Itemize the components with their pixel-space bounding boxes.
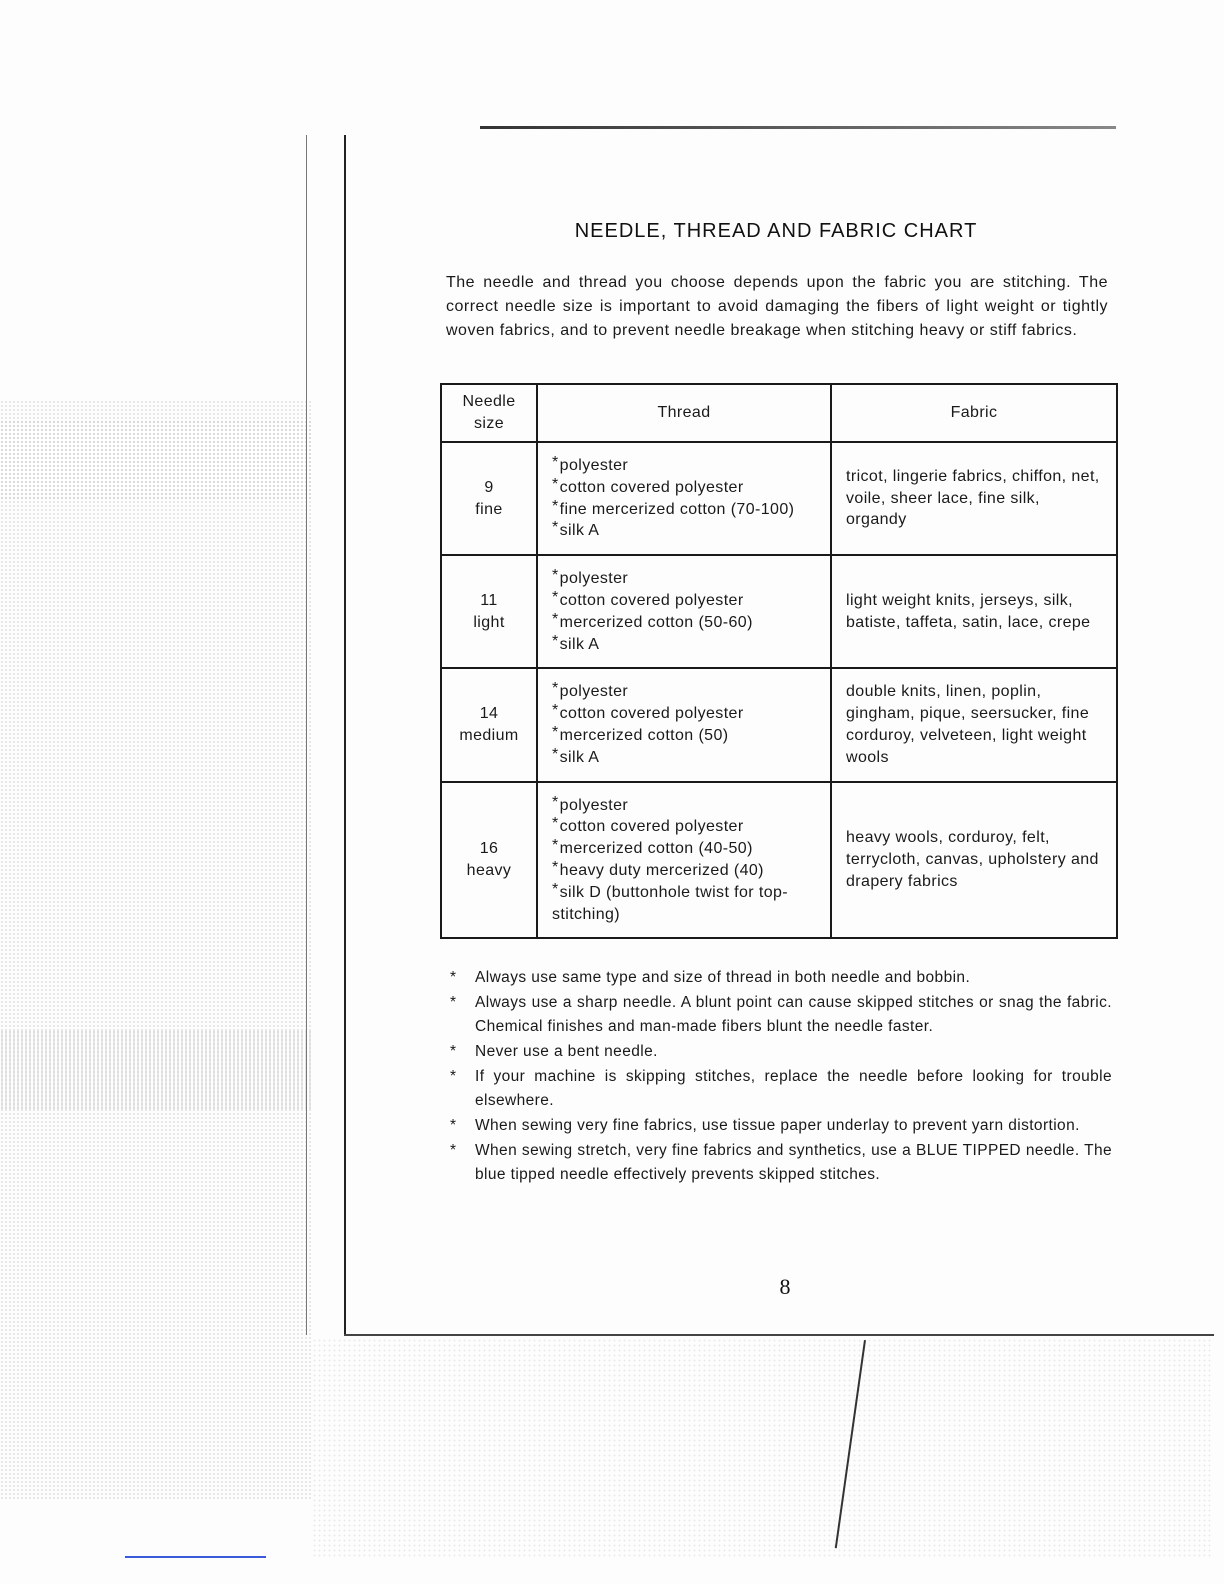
thread-item: *cotton covered polyester — [552, 815, 744, 836]
needle-weight: heavy — [466, 861, 512, 879]
note-item: * When sewing stretch, very fine fabrics and synthetics, use a BLUE TIPPED needle. The blue tipped needle effectively prevents skipped stitches. — [448, 1139, 1112, 1187]
needle-size: 9 — [484, 478, 494, 496]
asterisk-icon: * — [450, 1117, 457, 1134]
scan-noise-band — [0, 420, 312, 500]
fabric-cell: heavy wools, corduroy, felt, terrycloth, canvas, upholstery and drapery fabrics — [831, 782, 1117, 939]
page-edge — [344, 1334, 1214, 1336]
thread-cell — [537, 668, 831, 781]
needle-size: 11 — [480, 591, 498, 609]
fabric-cell: tricot, lingerie fabrics, chiffon, net, voile, sheer lace, fine silk, organdy — [831, 442, 1117, 555]
page-number: 8 — [779, 1274, 791, 1299]
page-edge — [344, 135, 346, 1335]
intro-paragraph: The needle and thread you choose depends upon the fabric you are stitching. The correct needle size is important to avoid damaging the fibers of light weight or tightly woven fabrics, and to prevent needle breakage when stitching heavy or stiff fabrics. — [446, 274, 1108, 339]
asterisk-icon: * — [450, 1142, 457, 1159]
needle-weight: light — [473, 613, 505, 631]
thread-item: *polyester — [552, 567, 629, 588]
blue-underline — [125, 1556, 266, 1558]
note-item: * Never use a bent needle. — [448, 1040, 1112, 1064]
notes-list — [448, 966, 1112, 1188]
needle-size-cell — [441, 782, 537, 939]
thread-item: *cotton covered polyester — [552, 475, 744, 496]
thread-item: *cotton covered polyester — [552, 702, 744, 723]
table-header-row — [441, 384, 1117, 442]
thread-cell — [537, 555, 831, 668]
needle-size: 16 — [479, 839, 499, 857]
note-item: * Always use same type and size of thread in both needle and bobbin. — [448, 966, 1112, 990]
asterisk-icon: * — [450, 1068, 457, 1085]
table-row — [441, 782, 1117, 939]
thread-item: *mercerized cotton (50) — [552, 723, 729, 744]
needle-weight: fine — [475, 500, 503, 518]
needle-size-cell — [441, 555, 537, 668]
thread-item: *heavy duty mercerized (40) — [552, 858, 764, 879]
header-thread: Thread — [537, 384, 831, 442]
page-edge — [480, 126, 1116, 129]
asterisk-icon: * — [450, 994, 457, 1011]
header-size-label: size — [473, 415, 505, 432]
asterisk-icon: * — [450, 1043, 457, 1060]
thread-item: *fine mercerized cotton (70-100) — [552, 497, 795, 518]
fabric-cell: light weight knits, jerseys, silk, batiste, taffeta, satin, lace, crepe — [831, 555, 1117, 668]
thread-item: *polyester — [552, 793, 629, 814]
needle-thread-fabric-table — [440, 383, 1118, 939]
thread-item: *silk A — [552, 745, 600, 766]
scan-noise-left — [0, 400, 312, 1500]
note-item: * If your machine is skipping stitches, replace the needle before looking for trouble elsewhere. — [448, 1065, 1112, 1113]
thread-item: *mercerized cotton (40-50) — [552, 837, 753, 858]
page-title: NEEDLE, THREAD AND FABRIC CHART — [574, 220, 978, 242]
table-row — [441, 555, 1117, 668]
thread-item: *silk A — [552, 519, 600, 540]
page-edge — [306, 135, 307, 1335]
table-row — [441, 442, 1117, 555]
thread-item: *cotton covered polyester — [552, 588, 744, 609]
needle-size: 14 — [479, 704, 499, 722]
header-needle-label: Needle — [462, 393, 516, 410]
header-needle-size — [441, 384, 537, 442]
thread-item: *polyester — [552, 454, 629, 474]
needle-size-cell — [441, 668, 537, 781]
needle-size-cell — [441, 442, 537, 555]
table-row — [441, 668, 1117, 781]
note-item: * Always use a sharp needle. A blunt point can cause skipped stitches or snag the fabric. Chemical finishes and man-made fibers blunt the needle faster. — [448, 991, 1112, 1039]
fabric-cell: double knits, linen, poplin, gingham, pique, seersucker, fine corduroy, velveteen, light weight wools — [831, 668, 1117, 781]
thread-item: *mercerized cotton (50-60) — [552, 610, 753, 631]
header-fabric: Fabric — [831, 384, 1117, 442]
needle-weight: medium — [459, 726, 519, 744]
thread-item: *silk A — [552, 632, 600, 653]
thread-cell — [537, 782, 831, 939]
note-item: * When sewing very fine fabrics, use tissue paper underlay to prevent yarn distortion. — [448, 1114, 1112, 1138]
thread-item: *polyester — [552, 680, 629, 701]
scan-noise-band — [0, 1030, 312, 1110]
thread-item: *silk D (buttonhole twist for top-stitching) — [552, 880, 789, 923]
thread-cell — [537, 442, 831, 555]
asterisk-icon: * — [450, 969, 457, 986]
scan-noise-bottom — [312, 1338, 1212, 1558]
